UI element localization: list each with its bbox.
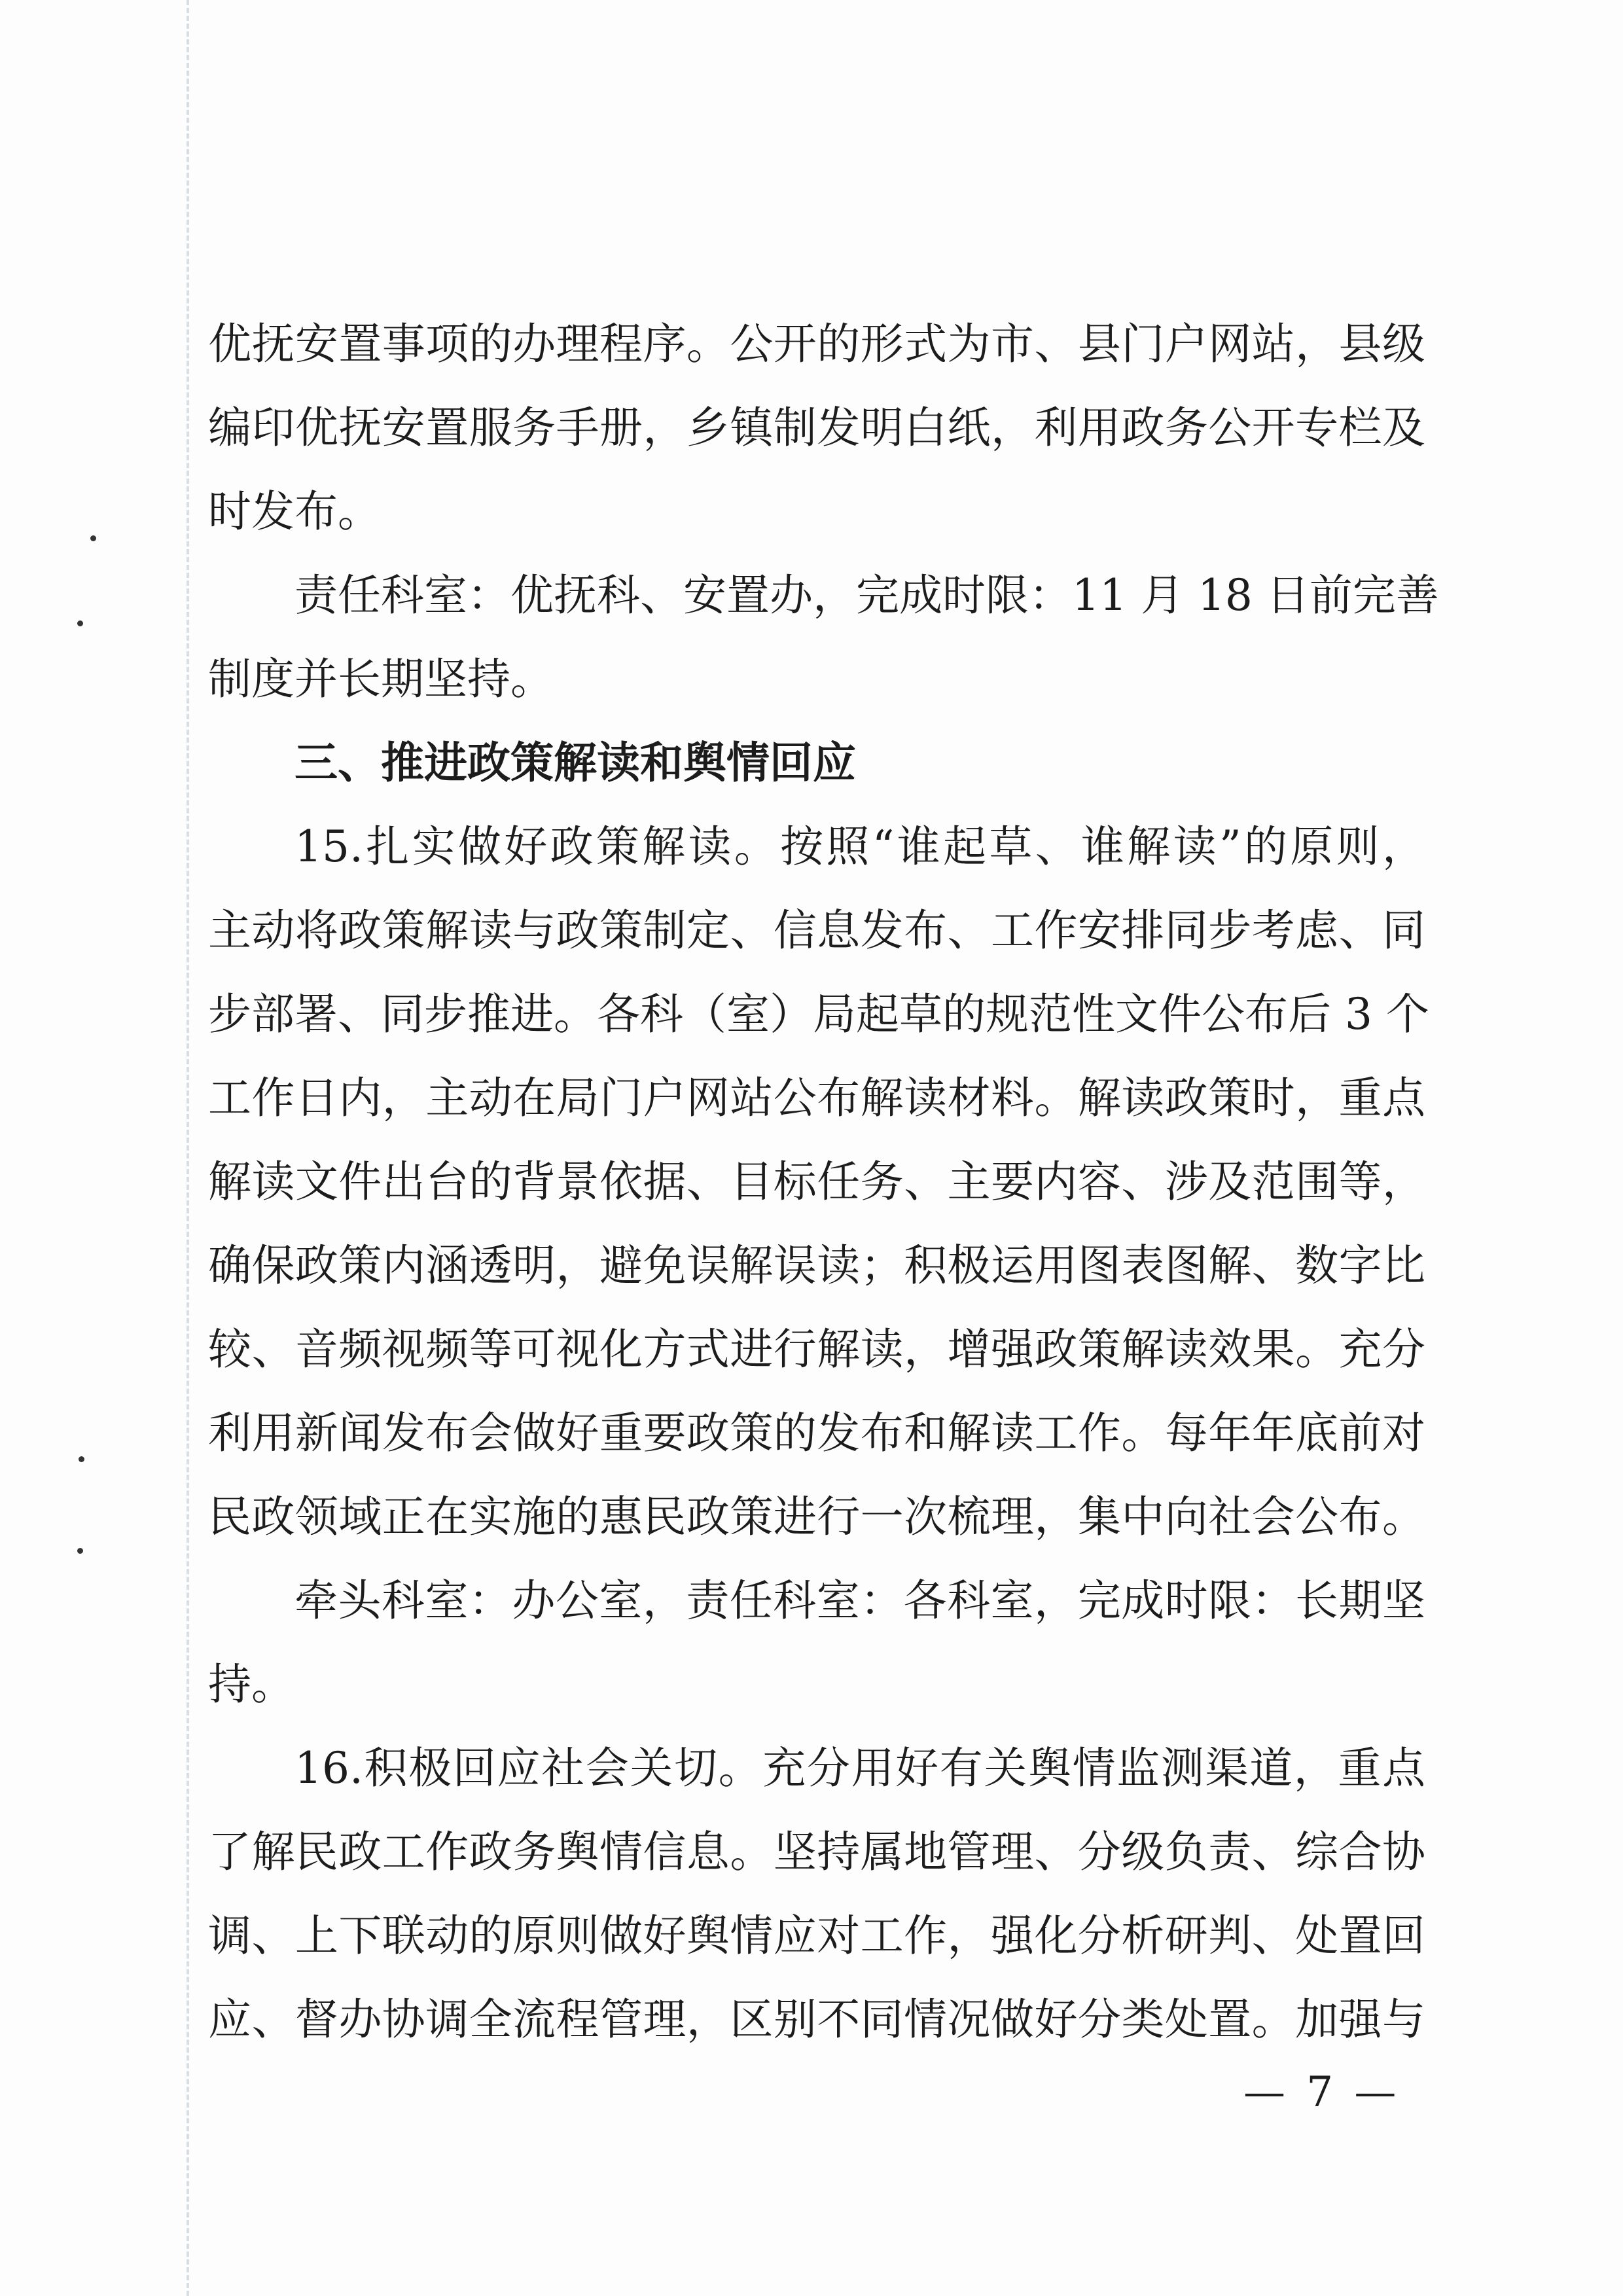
text-line: 了解民政工作政务舆情信息。坚持属地管理、分级负责、综合协 — [208, 1827, 1425, 1877]
text-line: 持。 — [208, 1659, 294, 1710]
binding-margin-line — [187, 0, 189, 2296]
text-line: 优抚安置事项的办理程序。公开的形式为市、县门户网站，县级 — [208, 319, 1425, 369]
scan-artifact-dot — [77, 1548, 83, 1554]
text-line: 牵头科室：办公室，责任科室：各科室，完成时限：长期坚 — [294, 1575, 1425, 1626]
text-line: 责任科室：优抚科、安置办，完成时限：11 月 18 日前完善 — [294, 570, 1439, 620]
text-line: 调、上下联动的原则做好舆情应对工作，强化分析研判、处置回 — [208, 1910, 1425, 1961]
text-line: 时发布。 — [208, 486, 381, 537]
scan-artifact-dot — [77, 620, 83, 626]
page-number: — 7 — — [1243, 2068, 1400, 2117]
section-heading: 三、推进政策解读和舆情回应 — [294, 738, 856, 788]
text-line: 制度并长期坚持。 — [208, 654, 554, 704]
text-line: 编印优抚安置服务手册，乡镇制发明白纸，利用政务公开专栏及 — [208, 403, 1425, 453]
scan-artifact-dot — [90, 535, 96, 541]
text-line: 步部署、同步推进。各科（室）局起草的规范性文件公布后 3 个 — [208, 989, 1429, 1039]
text-line: 主动将政策解读与政策制定、信息发布、工作安排同步考虑、同 — [208, 905, 1425, 956]
text-line: 解读文件出台的背景依据、目标任务、主要内容、涉及范围等， — [208, 1157, 1425, 1207]
text-line: 确保政策内涵透明，避免误解误读；积极运用图表图解、数字比 — [208, 1240, 1425, 1291]
text-line: 利用新闻发布会做好重要政策的发布和解读工作。每年年底前对 — [208, 1408, 1425, 1458]
body-text — [208, 302, 1439, 2062]
text-line: 15.扎实做好政策解读。按照“谁起草、谁解读”的原则， — [294, 821, 1425, 872]
text-line: 工作日内，主动在局门户网站公布解读材料。解读政策时，重点 — [208, 1073, 1425, 1123]
text-line: 应、督办协调全流程管理，区别不同情况做好分类处置。加强与 — [208, 1994, 1425, 2045]
text-line: 较、音频视频等可视化方式进行解读，增强政策解读效果。充分 — [208, 1324, 1425, 1374]
scan-artifact-dot — [79, 1456, 84, 1462]
text-line: 民政领域正在实施的惠民政策进行一次梳理，集中向社会公布。 — [208, 1492, 1425, 1542]
text-line: 16.积极回应社会关切。充分用好有关舆情监测渠道，重点 — [294, 1743, 1425, 1793]
